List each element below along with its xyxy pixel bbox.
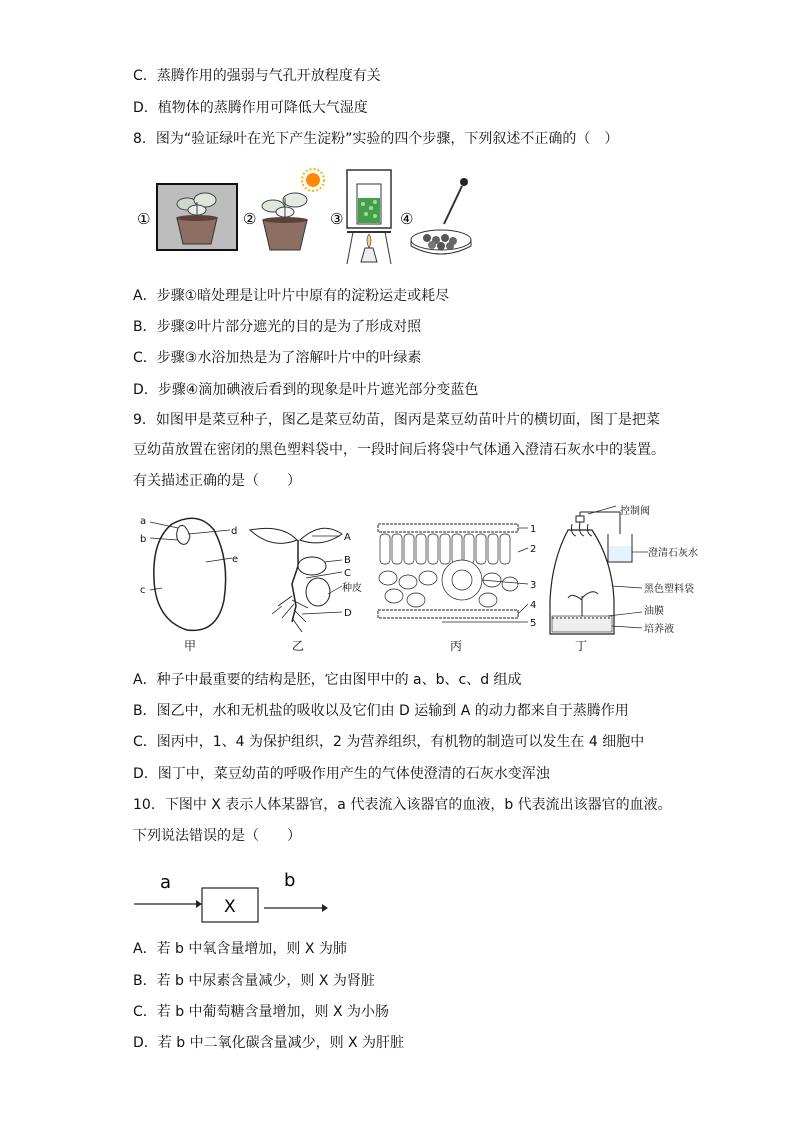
sealed-bag-apparatus-diagram — [550, 504, 698, 653]
step-4-label: ④ — [400, 210, 414, 228]
label-valve: 控制阀 — [620, 506, 650, 517]
caption-yi: 乙 — [292, 639, 305, 653]
step-1-label: ① — [137, 210, 151, 228]
q9-option-a: A．种子中最重要的结构是胚，它由图甲中的 a、b、c、d 组成 — [133, 672, 522, 688]
q9-option-b: B．图乙中，水和无机盐的吸收以及它们由 D 运输到 A 的动力都来自于蒸腾作用 — [133, 703, 629, 719]
q9-figure — [132, 500, 698, 660]
q10-option-b: B．若 b 中尿素含量减少，则 X 为肾脏 — [133, 973, 375, 989]
q10-option-c: C．若 b 中葡萄糖含量增加，则 X 为小肠 — [133, 1004, 390, 1020]
q10-option-a: A．若 b 中氧含量增加，则 X 为肺 — [133, 941, 347, 957]
q8-option-c: C．步骤③水浴加热是为了溶解叶片中的叶绿素 — [133, 350, 422, 366]
label-C: C — [344, 568, 351, 579]
potted-plant-light-icon — [262, 193, 308, 250]
petri-dish-dropper-icon — [411, 178, 471, 254]
leaf-cross-section-diagram — [378, 524, 536, 653]
label-c: c — [140, 585, 146, 596]
sun-icon — [302, 169, 324, 191]
q9-option-d: D．图丁中，菜豆幼苗的呼吸作用产生的气体使澄清的石灰水变浑浊 — [133, 766, 550, 782]
label-A: A — [344, 532, 351, 543]
label-culture: 培养液 — [644, 624, 674, 635]
q9-option-c: C．图丙中，1、4 为保护组织，2 为营养组织，有机物的制造可以发生在 4 细胞中 — [133, 734, 645, 750]
flow-out-label: b — [284, 870, 296, 891]
step-3-label: ③ — [330, 210, 344, 228]
flow-in-label: a — [160, 872, 172, 893]
caption-ding: 丁 — [575, 639, 588, 653]
label-b: b — [140, 534, 147, 545]
label-bag: 黑色塑料袋 — [644, 584, 694, 595]
potted-plant-dark-icon — [176, 193, 218, 244]
step-2-label: ② — [243, 210, 257, 228]
bean-seed-diagram — [140, 516, 238, 653]
label-1: 1 — [530, 524, 537, 535]
label-e: e — [232, 554, 239, 565]
q10-flow-diagram — [130, 866, 340, 930]
label-3: 3 — [530, 580, 537, 591]
caption-bing: 丙 — [450, 639, 463, 653]
q8-option-a: A．步骤①暗处理是让叶片中原有的淀粉运走或耗尽 — [133, 288, 450, 304]
label-D: D — [344, 608, 352, 619]
q10-option-d: D．若 b 中二氧化碳含量减少，则 X 为肝脏 — [133, 1035, 405, 1051]
label-2: 2 — [530, 544, 537, 555]
q9-stem-line1: 9．如图甲是菜豆种子，图乙是菜豆幼苗，图丙是菜豆幼苗叶片的横切面，图丁是把菜 — [133, 412, 660, 428]
label-seed-coat: 种皮 — [342, 583, 362, 594]
label-oil: 油膜 — [644, 606, 664, 617]
label-d: d — [231, 526, 238, 537]
organ-label: X — [224, 897, 236, 917]
bean-seedling-diagram — [250, 528, 362, 653]
label-a: a — [140, 516, 147, 527]
q8-steps-figure — [135, 162, 475, 272]
water-bath-icon — [347, 170, 391, 264]
q10-stem-line1: 10．下图中 X 表示人体某器官，a 代表流入该器官的血液，b 代表流出该器官的血液。 — [133, 797, 672, 813]
label-5: 5 — [530, 618, 537, 629]
q9-stem-line3: 有关描述正确的是（ ） — [133, 473, 301, 489]
label-B: B — [344, 555, 351, 566]
label-4: 4 — [530, 600, 537, 611]
caption-jia: 甲 — [184, 639, 197, 653]
q8-stem: 8．图为“验证绿叶在光下产生淀粉”实验的四个步骤，下列叙述不正确的（ ） — [133, 131, 619, 147]
q7-option-c: C．蒸腾作用的强弱与气孔开放程度有关 — [133, 68, 381, 84]
q10-stem-line2: 下列说法错误的是（ ） — [133, 828, 301, 844]
q8-option-b: B．步骤②叶片部分遮光的目的是为了形成对照 — [133, 319, 422, 335]
q7-option-d: D．植物体的蒸腾作用可降低大气湿度 — [133, 100, 368, 116]
label-limewater: 澄清石灰水 — [648, 548, 698, 559]
q8-option-d: D．步骤④滴加碘液后看到的现象是叶片遮光部分变蓝色 — [133, 382, 479, 398]
q9-stem-line2: 豆幼苗放置在密闭的黑色塑料袋中，一段时间后将袋中气体通入澄清石灰水中的装置。 — [133, 442, 665, 458]
